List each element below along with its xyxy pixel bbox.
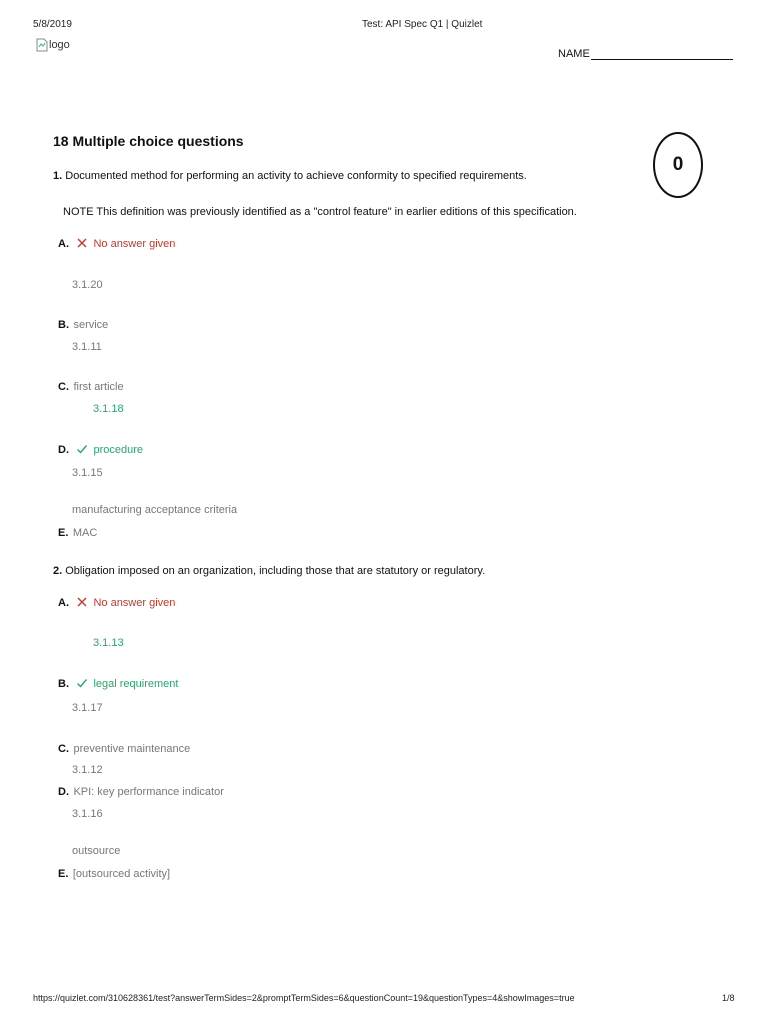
- option-text: procedure: [93, 444, 143, 456]
- option-term: 3.1.15: [72, 467, 103, 479]
- option-text: No answer given: [93, 597, 176, 609]
- option-term: 3.1.17: [72, 702, 103, 714]
- check-mark-icon: [76, 676, 88, 688]
- question-prompt: Documented method for performing an activity to achieve conformity to specified requirements.: [65, 170, 527, 182]
- name-label: NAME: [558, 48, 590, 60]
- option-letter: E.: [58, 527, 69, 539]
- option-d: [58, 440, 143, 458]
- option-text: [outsourced activity]: [72, 868, 171, 880]
- option-a: [58, 593, 175, 611]
- option-text: preventive maintenance: [73, 743, 191, 755]
- option-term: 3.1.12: [72, 764, 103, 776]
- section-title: 18 Multiple choice questions: [53, 133, 244, 149]
- option-term: 3.1.18: [93, 403, 124, 415]
- option-d: [58, 782, 224, 800]
- option-term: outsource: [72, 845, 121, 857]
- name-field: [558, 47, 733, 60]
- option-term: 3.1.20: [72, 279, 103, 291]
- footer-url[interactable]: https://quizlet.com/310628361/test?answerTermSides=2&promptTermSides=6&questionCount=19&questionTypes=4&showImages=true: [33, 993, 575, 1003]
- option-term: manufacturing acceptance criteria: [72, 504, 238, 516]
- page-number: 1/8: [722, 993, 735, 1003]
- option-letter: D.: [58, 786, 69, 798]
- x-mark-icon: [76, 236, 88, 248]
- option-b: [58, 315, 108, 333]
- question-2: [53, 565, 485, 577]
- score-value: 0: [672, 154, 684, 175]
- check-mark-icon: [76, 442, 88, 454]
- name-underline: [591, 47, 733, 60]
- question-1: [53, 170, 527, 182]
- x-mark-icon: [76, 595, 88, 607]
- option-letter: B.: [58, 678, 69, 690]
- option-letter: D.: [58, 444, 69, 456]
- option-term: 3.1.16: [72, 808, 103, 820]
- score-circle: [653, 132, 703, 198]
- question-number: 1.: [53, 170, 63, 182]
- broken-image-icon: [36, 38, 48, 52]
- question-note: NOTE This definition was previously identified as a "control feature" in earlier editions of this specification.: [63, 206, 577, 218]
- option-e: [58, 523, 97, 541]
- option-letter: A.: [58, 238, 69, 250]
- option-text: MAC: [72, 527, 98, 539]
- option-c: [58, 739, 190, 757]
- option-text: first article: [73, 381, 124, 393]
- option-letter: E.: [58, 868, 69, 880]
- option-b: [58, 674, 178, 692]
- option-letter: C.: [58, 743, 69, 755]
- option-text: legal requirement: [93, 678, 179, 690]
- print-title: Test: API Spec Q1 | Quizlet: [362, 19, 483, 30]
- print-date: 5/8/2019: [33, 19, 72, 30]
- option-text: service: [73, 319, 109, 331]
- question-prompt: Obligation imposed on an organization, including those that are statutory or regulatory.: [65, 565, 486, 577]
- option-text: KPI: key performance indicator: [73, 786, 224, 798]
- option-text: No answer given: [93, 238, 176, 250]
- option-term: 3.1.13: [93, 637, 124, 649]
- option-e: [58, 864, 170, 882]
- logo-alt-text: logo: [49, 39, 70, 51]
- option-a: [58, 234, 175, 252]
- option-term: 3.1.11: [72, 341, 102, 353]
- question-number: 2.: [53, 565, 63, 577]
- option-letter: A.: [58, 597, 69, 609]
- option-c: [58, 377, 124, 395]
- option-letter: C.: [58, 381, 69, 393]
- option-letter: B.: [58, 319, 69, 331]
- logo: [36, 38, 70, 52]
